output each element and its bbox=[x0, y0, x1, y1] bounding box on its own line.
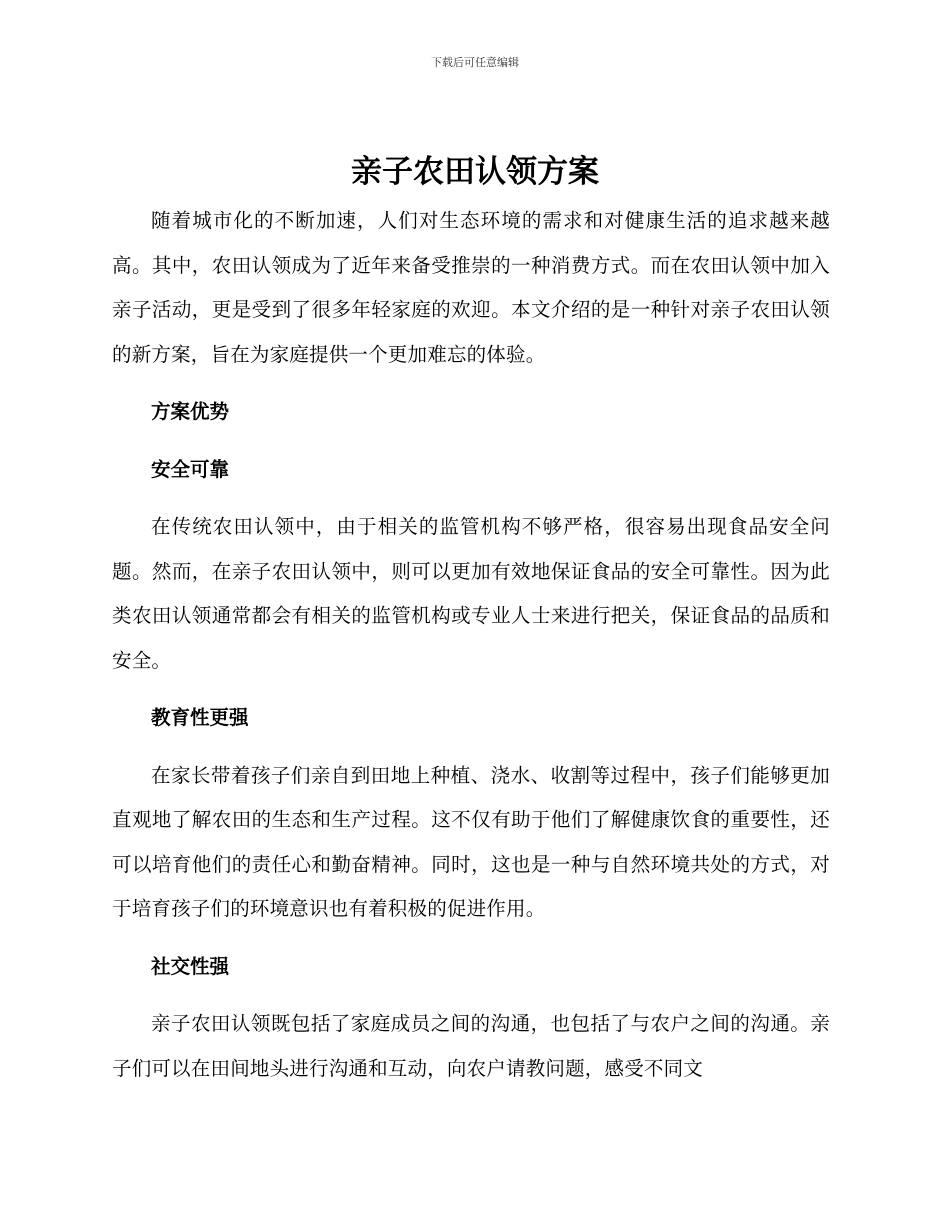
subheading-social: 社交性强 bbox=[151, 954, 230, 978]
subheading-education: 教育性更强 bbox=[151, 706, 249, 729]
paragraph-social: 亲子农田认领既包括了家庭成员之间的沟通，也包括了与农户之间的沟通。亲子们可以在田间地头进行沟通和互动，向农户请教问题，感受不同文 bbox=[112, 1012, 830, 1080]
paragraph-education: 在家长带着孩子们亲自到田地上种植、浇水、收割等过程中，孩子们能够更加直观地了解农田的生态和生产过程。这不仅有助于他们了解健康饮食的重要性，还可以培育他们的责任心和勤奋精神。同时，这也是一种与自然环境共处的方式，对于培育孩子们的环境意识也有着积极的促进作用。 bbox=[112, 763, 830, 920]
subheading-safety: 安全可靠 bbox=[151, 457, 230, 481]
intro-paragraph: 随着城市化的不断加速，人们对生态环境的需求和对健康生活的追求越来越高。其中，农田认领成为了近年来备受推崇的一种消费方式。而在农田认领中加入亲子活动，更是受到了很多年轻家庭的欢迎。本文介绍的是一种针对亲子农田认领的新方案，旨在为家庭提供一个更加难忘的体验。 bbox=[112, 209, 830, 366]
paragraph-safety: 在传统农田认领中，由于相关的监管机构不够严格，很容易出现食品安全问题。然而，在亲子农田认领中，则可以更加有效地保证食品的安全可靠性。因为此类农田认领通常都会有相关的监管机构或专业人士来进行把关，保证食品的品质和安全。 bbox=[112, 515, 830, 672]
section-heading-advantages: 方案优势 bbox=[151, 400, 230, 423]
page-header-note: 下载后可任意编辑 bbox=[431, 56, 519, 69]
document-title: 亲子农田认领方案 bbox=[351, 154, 599, 190]
document-body bbox=[112, 199, 830, 1091]
